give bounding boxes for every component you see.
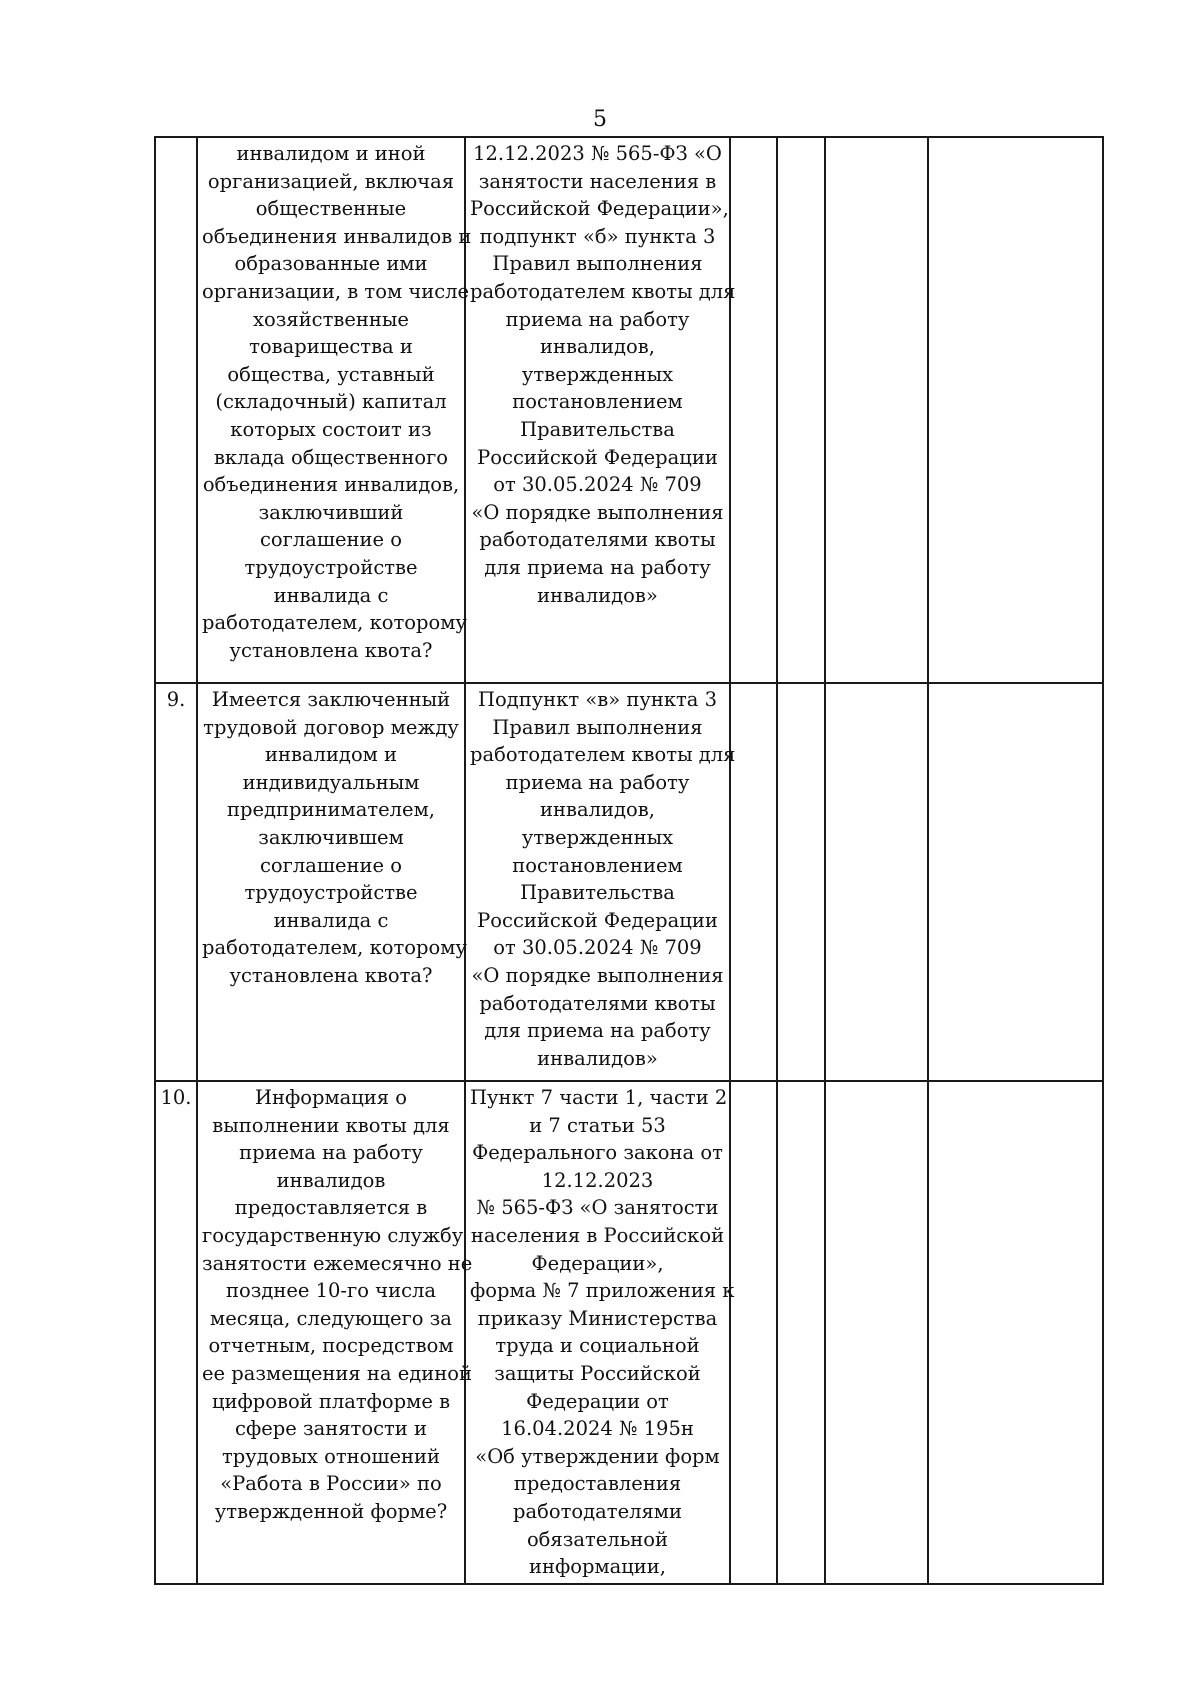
text-line: сфере занятости и	[235, 1417, 427, 1441]
notes-cell	[928, 683, 1103, 1081]
legal-reference-cell	[465, 1081, 735, 1584]
text-line: инвалидов»	[537, 1046, 658, 1070]
text-line: работодателем квоты для	[470, 279, 736, 303]
text-line: Федерального закона от	[472, 1141, 723, 1165]
text-line: государственную службу	[202, 1223, 464, 1247]
text-line: Пункт 7 части 1, части 2	[470, 1086, 728, 1109]
answer-not-applicable-cell	[825, 137, 928, 683]
text-line: инвалидов,	[540, 335, 655, 359]
text-line: труда и социальной	[495, 1334, 700, 1358]
text-line: от 30.05.2024 № 709	[493, 473, 702, 497]
text-line: приема на работу	[239, 1141, 423, 1165]
text-line: трудоустройстве	[244, 881, 418, 905]
text-line: «Работа в России» по	[220, 1472, 442, 1496]
text-line: предпринимателем,	[227, 798, 435, 822]
text-line: работодателями	[513, 1499, 682, 1523]
text-line: установлена квота?	[229, 638, 433, 662]
text-line: для приема на работу	[484, 555, 711, 579]
text-line: инвалидов	[276, 1168, 386, 1192]
text-line: Информация о	[254, 1086, 408, 1109]
text-line: и 7 статьи 53	[529, 1113, 666, 1137]
text-line: Правил выполнения	[492, 252, 703, 276]
text-line: информации,	[528, 1555, 666, 1579]
answer-yes-cell	[730, 137, 777, 683]
text-line: Правительства	[520, 881, 675, 905]
text-line: «О порядке выполнения	[471, 963, 724, 987]
text-line: ее размещения на единой	[202, 1361, 472, 1385]
answer-no-cell	[777, 683, 825, 1081]
text-line: соглашение о	[259, 853, 403, 877]
text-line: утвержденной форме?	[214, 1499, 448, 1523]
page-number: 5	[593, 107, 607, 132]
text-line: выполнении квоты для	[212, 1113, 450, 1137]
answer-yes-cell	[730, 683, 777, 1081]
text-line: заключившем	[258, 825, 404, 849]
text-line: Российской Федерации»,	[470, 197, 729, 221]
text-line: Подпункт «в» пункта 3	[477, 688, 718, 711]
answer-no-cell	[777, 1081, 825, 1584]
text-line: «Об утверждении форм	[475, 1444, 720, 1468]
answer-yes-cell	[730, 1081, 777, 1584]
text-line: форма № 7 приложения к	[470, 1279, 735, 1303]
text-line: (складочный) капитал	[215, 390, 447, 414]
text-line: занятости населения в	[478, 169, 717, 193]
text-line: № 565-ФЗ «О занятости	[476, 1196, 719, 1220]
table-row	[155, 1081, 1103, 1584]
table-row	[155, 137, 1103, 683]
text-line: постановлением	[512, 390, 683, 414]
text-line: индивидуальным	[242, 770, 420, 794]
text-line: инвалида с	[273, 583, 389, 607]
text-line: населения в Российской	[470, 1223, 725, 1247]
text-line: Федерации»,	[531, 1251, 664, 1275]
text-line: отчетным, посредством	[208, 1334, 454, 1358]
text-line: которых состоит из	[230, 417, 432, 441]
text-line: Российской Федерации	[477, 908, 718, 932]
text-line: Российской Федерации	[477, 445, 718, 469]
text-line: соглашение о	[259, 528, 403, 552]
text-line: подпункт «б» пункта 3	[479, 224, 716, 248]
answer-not-applicable-cell	[825, 1081, 928, 1584]
text-line: работодателями квоты	[479, 991, 716, 1015]
text-line: приема на работу	[505, 770, 690, 794]
text-line: товарищества и	[249, 335, 413, 359]
text-line: от 30.05.2024 № 709	[493, 936, 702, 960]
text-line: работодателем квоты для	[470, 743, 736, 767]
text-line: установлена квота?	[229, 963, 433, 987]
question-cell	[197, 137, 472, 683]
text-line: вклада общественного	[213, 445, 449, 469]
notes-cell	[928, 1081, 1103, 1584]
text-line: работодателем, которому	[202, 611, 467, 635]
text-line: инвалида с	[273, 908, 389, 932]
text-line: цифровой платформе в	[211, 1389, 451, 1413]
legal-reference-cell	[465, 137, 736, 683]
text-line: 16.04.2024 № 195н	[501, 1417, 694, 1441]
notes-cell	[928, 137, 1103, 683]
text-line: трудоустройстве	[244, 555, 418, 579]
text-line: 12.12.2023 № 565-ФЗ «О	[473, 142, 722, 165]
text-line: образованные ими	[234, 252, 428, 276]
text-line: для приема на работу	[484, 1019, 711, 1043]
answer-not-applicable-cell	[825, 683, 928, 1081]
answer-no-cell	[777, 137, 825, 683]
text-line: инвалидов»	[537, 583, 658, 607]
text-line: объединения инвалидов и	[202, 224, 472, 248]
text-line: работодателем, которому	[202, 936, 467, 960]
text-line: инвалидом и	[264, 743, 398, 767]
text-line: Правил выполнения	[492, 715, 703, 739]
text-line: организацией, включая	[207, 169, 455, 193]
text-line: защиты Российской	[494, 1361, 701, 1385]
text-line: общественные	[255, 197, 407, 221]
question-cell	[197, 683, 465, 1081]
text-line: заключивший	[258, 500, 404, 524]
text-line: 12.12.2023	[541, 1168, 654, 1192]
text-line: объединения инвалидов,	[202, 473, 460, 497]
text-line: «О порядке выполнения	[471, 500, 724, 524]
text-line: Правительства	[520, 417, 675, 441]
text-line: месяца, следующего за	[210, 1306, 452, 1330]
text-line: хозяйственные	[253, 307, 409, 331]
text-line: инвалидов,	[540, 798, 655, 822]
question-cell	[197, 1081, 473, 1584]
text-line: трудовой договор между	[203, 715, 459, 739]
legal-reference-cell	[465, 683, 736, 1081]
text-line: приема на работу	[505, 307, 690, 331]
text-line: обязательной	[526, 1527, 669, 1551]
row-number-cell	[155, 137, 197, 683]
checklist-table	[154, 136, 1104, 1585]
text-line: организации, в том числе	[202, 279, 470, 303]
text-line: Имеется заключенный	[211, 688, 451, 711]
text-line: общества, уставный	[227, 362, 435, 386]
text-line: утвержденных	[521, 825, 674, 849]
text-line: предоставляется в	[234, 1196, 428, 1220]
text-line: инвалидом и иной	[236, 142, 426, 165]
text-line: предоставления	[513, 1472, 682, 1496]
table-row	[155, 683, 1103, 1081]
text-line: постановлением	[512, 853, 683, 877]
text-line: работодателями квоты	[479, 528, 716, 552]
row-number-cell: 10.	[155, 1081, 197, 1584]
text-line: утвержденных	[521, 362, 674, 386]
text-line: приказу Министерства	[477, 1306, 718, 1330]
text-line: занятости ежемесячно не	[202, 1251, 473, 1275]
row-number-cell: 9.	[155, 683, 197, 1081]
text-line: трудовых отношений	[221, 1444, 441, 1468]
text-line: позднее 10-го числа	[225, 1279, 437, 1303]
text-line: Федерации от	[526, 1389, 669, 1413]
